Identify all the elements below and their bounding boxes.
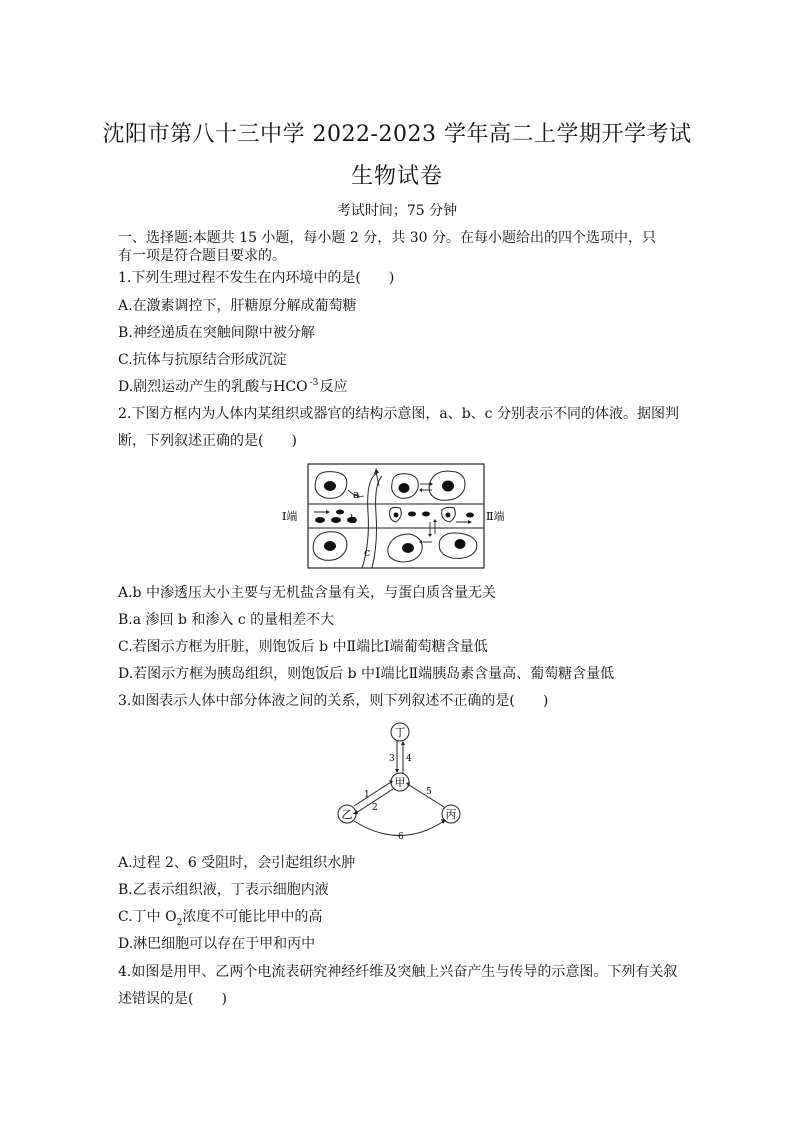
q4-stem-line1: 4.如图是用甲、乙两个电流表研究神经纤维及突触上兴奋产生与传导的示意图。下列有关叙 xyxy=(118,964,678,980)
q3-option-c-suffix: 浓度不可能比甲中的高 xyxy=(182,909,323,925)
blood-cell xyxy=(331,517,341,523)
exchange-arrow-head xyxy=(433,519,437,522)
section-instructions-line2: 有一项是符合题目要求的。 xyxy=(118,248,286,264)
q2-option-b: B.a 渗回 b 和渗入 c 的量相差不大 xyxy=(118,612,335,628)
section-instructions-line1: 一、选择题:本题共 15 小题，每小题 2 分，共 30 分。在每小题给出的四个选项中，只 xyxy=(118,230,656,246)
q2-option-d: D.若图示方框为胰岛组织，则饱饭后 b 中Ⅰ端比Ⅱ端胰岛素含量高、葡萄糖含量低 xyxy=(118,666,615,682)
q1-option-d xyxy=(118,378,348,396)
blood-cell xyxy=(408,512,416,517)
arrow-5-label: 5 xyxy=(426,787,432,797)
label-c: c xyxy=(364,546,371,559)
q1-option-c: C.抗体与抗原结合形成沉淀 xyxy=(118,352,287,368)
flow-arrow-head xyxy=(326,510,330,514)
arrow-3-head xyxy=(395,769,399,773)
q3-option-d: D.淋巴细胞可以存在于甲和丙中 xyxy=(118,936,316,952)
node-bing-label: 丙 xyxy=(445,808,457,821)
label-a: a xyxy=(353,488,360,501)
blood-cell xyxy=(315,517,325,523)
q3-option-b: B.乙表示组织液，丁表示细胞内液 xyxy=(118,882,329,898)
white-blood-cell-nucleus xyxy=(394,513,399,518)
cell-nucleus xyxy=(324,481,336,491)
cell-nucleus xyxy=(399,483,410,493)
q3-stem: 3.如图表示人体中部分体液之间的关系，则下列叙述不正确的是( ) xyxy=(118,693,549,709)
q2-stem-line1: 2.下图方框内为人体内某组织或器官的结构示意图，a、b、c 分别表示不同的体液。据图判 xyxy=(118,406,679,422)
arrow-1-label: 1 xyxy=(364,790,370,800)
label-b: b xyxy=(350,513,358,526)
cell-nucleus xyxy=(402,543,414,553)
label-end-one: Ⅰ端 xyxy=(282,510,298,523)
node-jia-label: 甲 xyxy=(394,776,406,789)
q3-option-c xyxy=(118,908,322,932)
arrow-6-label: 6 xyxy=(398,832,404,842)
blood-cell xyxy=(336,510,344,515)
exchange-arrow-head xyxy=(419,488,422,492)
q1-option-d-prefix: D.剧烈运动产生的乳酸与 xyxy=(118,379,274,395)
white-blood-cell-nucleus xyxy=(446,513,451,518)
q1-option-d-ion xyxy=(308,380,320,394)
page-title: 沈阳市第八十三中学 2022-2023 学年高二上学期开学考试 xyxy=(102,122,692,147)
page-subtitle: 生物试卷 xyxy=(350,164,443,189)
label-end-two: Ⅱ端 xyxy=(486,510,505,523)
exchange-arrow-head xyxy=(430,482,433,486)
cell-nucleus xyxy=(324,541,336,551)
node-yi-label: 乙 xyxy=(341,808,353,821)
q2-option-a: A.b 中渗透压大小主要与无机盐含量有关，与蛋白质含量无关 xyxy=(118,585,496,601)
lymph-flow-arrow-head xyxy=(374,468,379,474)
q1-option-d-superscript: -3 xyxy=(309,378,319,388)
blood-cell xyxy=(422,512,430,517)
cell-nucleus xyxy=(442,481,454,492)
q1-option-d-suffix: 反应 xyxy=(319,379,348,395)
lymph-vessel-wall xyxy=(372,476,382,568)
q2-stem-line2: 断，下列叙述正确的是( ) xyxy=(118,433,297,449)
arrow-2-label: 2 xyxy=(372,803,378,813)
cell-nucleus xyxy=(455,539,466,549)
q4-stem-line2: 述错误的是( ) xyxy=(118,991,227,1007)
body-fluid-relationship-diagram xyxy=(330,718,470,844)
blood-cell xyxy=(466,513,474,518)
q1-stem: 1.下列生理过程不发生在内环境中的是( ) xyxy=(118,270,395,286)
q1-option-d-formula: HCO xyxy=(273,379,308,395)
arrow-3-label: 3 xyxy=(389,754,395,764)
flow-arrow-head xyxy=(468,520,472,524)
exchange-arrow-head xyxy=(428,534,432,537)
tissue-structure-diagram xyxy=(280,462,515,572)
q2-option-c: C.若图示方框为肝脏，则饱饭后 b 中Ⅱ端比Ⅰ端葡萄糖含量低 xyxy=(118,639,488,655)
exam-time: 考试时间；75 分钟 xyxy=(336,203,458,219)
q3-option-c-subscript: 2 xyxy=(176,917,183,928)
arrow-4-label: 4 xyxy=(406,754,412,764)
node-ding-label: 丁 xyxy=(394,726,406,739)
arrow-4-head xyxy=(401,741,405,745)
q3-option-a: A.过程 2、6 受阻时，会引起组织水肿 xyxy=(118,855,356,871)
q3-option-c-prefix: C.丁中 O xyxy=(118,909,177,925)
q1-option-a: A.在激素调控下，肝糖原分解成葡萄糖 xyxy=(118,298,357,314)
q1-option-b: B.神经递质在突触间隙中被分解 xyxy=(118,325,315,341)
